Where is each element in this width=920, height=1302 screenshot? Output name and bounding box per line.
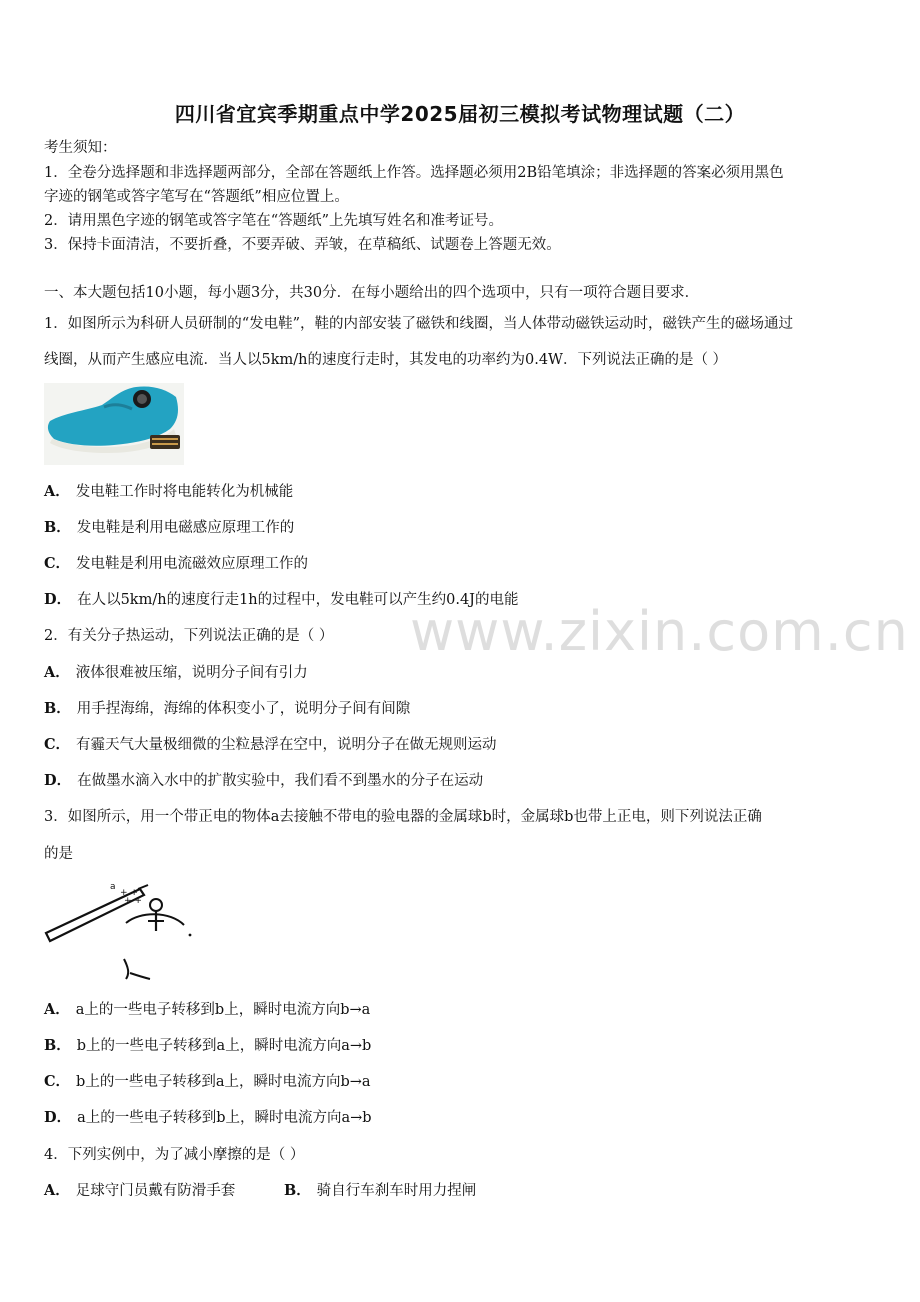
option-text: a上的一些电子转移到b上，瞬时电流方向a→b: [77, 1110, 372, 1126]
option-letter: C．: [44, 555, 71, 572]
option-d[interactable]: [44, 1108, 372, 1128]
option-letter: A．: [44, 1001, 70, 1018]
option-b[interactable]: [44, 699, 410, 719]
option-a[interactable]: [44, 482, 293, 502]
option-letter: B．: [44, 1037, 71, 1054]
notice-item: 3．保持卡面清洁，不要折叠，不要弄破、弄皱，在草稿纸、试题卷上答题无效。: [44, 237, 561, 253]
question-1-stem-cont: 线圈，从而产生感应电流．当人以5km/h的速度行走时，其发电的功率约为0.4W．下列说法正确的是（ ）: [44, 352, 728, 368]
option-text: 发电鞋是利用电磁感应原理工作的: [76, 520, 295, 536]
question-3-stem: 3．如图所示，用一个带正电的物体a去接触不带电的验电器的金属球b时，金属球b也带上正电，则下列说法正确: [44, 809, 762, 825]
option-b[interactable]: [44, 1036, 371, 1056]
option-letter: A．: [44, 664, 70, 681]
option-c[interactable]: [44, 554, 308, 574]
option-text: a上的一些电子转移到b上，瞬时电流方向b→a: [75, 1002, 371, 1018]
option-c[interactable]: [44, 735, 497, 755]
option-letter: A．: [44, 483, 70, 500]
svg-text:+ +: + +: [120, 888, 138, 898]
question-2-stem: 2．有关分子热运动，下列说法正确的是（ ）: [44, 628, 334, 644]
option-letter: B．: [44, 519, 71, 536]
option-b[interactable]: [284, 1181, 476, 1201]
watermark: www.zixin.com.cn: [410, 600, 909, 663]
option-text: 发电鞋是利用电流磁效应原理工作的: [76, 556, 309, 572]
option-letter: C．: [44, 1073, 71, 1090]
option-letter: D．: [44, 591, 72, 608]
option-a[interactable]: [44, 1000, 370, 1020]
notice-item: 字迹的钢笔或答字笔写在“答题纸”相应位置上。: [44, 189, 349, 205]
option-text: 有霾天气大量极细微的尘粒悬浮在空中，说明分子在做无规则运动: [76, 737, 497, 753]
option-text: b上的一些电子转移到a上，瞬时电流方向a→b: [76, 1038, 372, 1054]
electroscope-image: [44, 875, 194, 987]
option-text: b上的一些电子转移到a上，瞬时电流方向b→a: [76, 1074, 371, 1090]
option-text: 发电鞋工作时将电能转化为机械能: [75, 484, 294, 500]
option-letter: B．: [284, 1182, 311, 1199]
notice-item: 1．全卷分选择题和非选择题两部分，全部在答题纸上作答。选择题必须用2B铅笔填涂；非选择题的答案必须用黑色: [44, 165, 784, 181]
option-b[interactable]: [44, 518, 294, 538]
option-c[interactable]: [44, 1072, 371, 1092]
option-text: 用手捏海绵，海绵的体积变小了，说明分子间有间隙: [76, 701, 411, 717]
power-shoe-image: [44, 383, 184, 465]
option-letter: D．: [44, 772, 72, 789]
option-a[interactable]: [44, 663, 308, 683]
notice-item: 2．请用黑色字迹的钢笔或答字笔在“答题纸”上先填写姓名和准考证号。: [44, 213, 504, 229]
section-heading: 一、本大题包括10小题，每小题3分，共30分．在每小题给出的四个选项中，只有一项符合题目要求．: [44, 285, 700, 301]
question-1-stem: 1．如图所示为科研人员研制的“发电鞋”，鞋的内部安装了磁铁和线圈，当人体带动磁铁运动时，磁铁产生的磁场通过: [44, 316, 794, 332]
option-letter: C．: [44, 736, 71, 753]
svg-text:a: a: [110, 882, 116, 892]
option-letter: A．: [44, 1182, 70, 1199]
option-text: 足球守门员戴有防滑手套: [75, 1183, 236, 1199]
question-4-stem: 4．下列实例中，为了减小摩擦的是（ ）: [44, 1147, 305, 1163]
option-letter: B．: [44, 700, 71, 717]
option-d[interactable]: [44, 771, 483, 791]
option-text: 液体很难被压缩，说明分子间有引力: [75, 665, 308, 681]
option-text: 骑自行车刹车时用力捏闸: [316, 1183, 477, 1199]
page-title: 四川省宜宾季期重点中学2025届初三模拟考试物理试题（二）: [174, 102, 746, 126]
question-3-stem-cont: 的是: [44, 846, 73, 862]
option-text: 在人以5km/h的速度行走1h的过程中，发电鞋可以产生约0.4J的电能: [77, 592, 519, 608]
option-text: 在做墨水滴入水中的扩散实验中，我们看不到墨水的分子在运动: [77, 773, 484, 789]
svg-text:+ +: + +: [124, 896, 142, 906]
notice-heading: 考生须知：: [44, 140, 117, 156]
option-a[interactable]: [44, 1181, 235, 1201]
option-letter: D．: [44, 1109, 72, 1126]
